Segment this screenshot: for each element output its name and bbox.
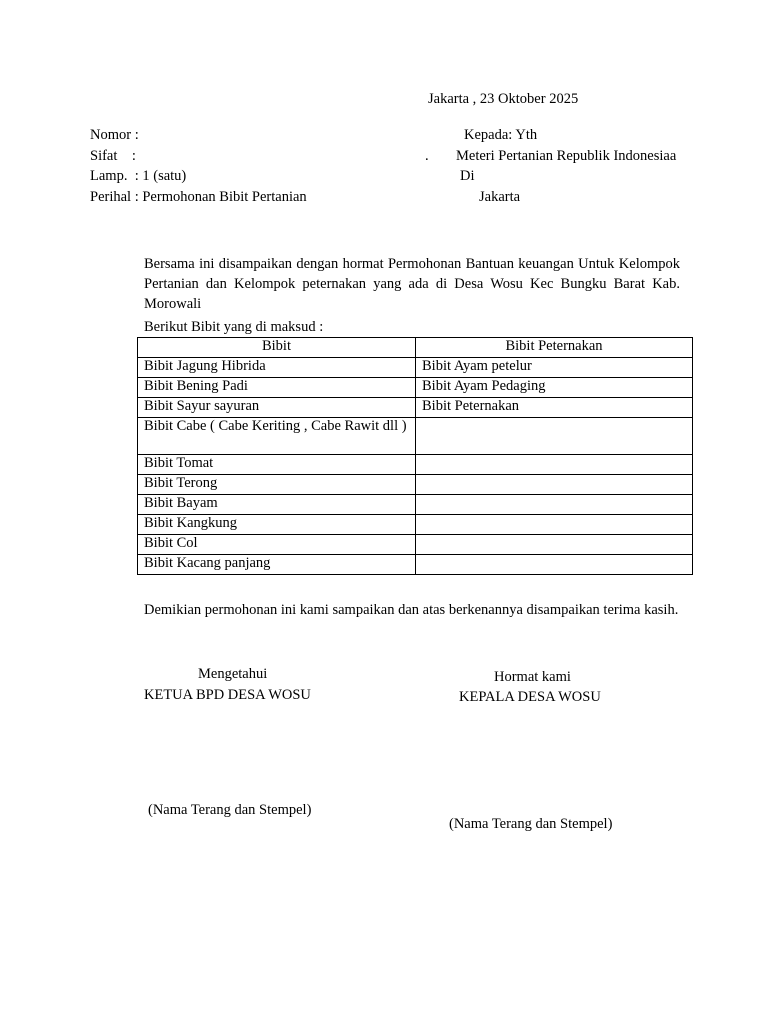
- table-cell: [416, 535, 693, 555]
- recipient-city: Jakarta: [479, 189, 521, 205]
- table-row: [138, 555, 693, 575]
- table-row: [138, 515, 693, 535]
- table-cell: [416, 555, 693, 575]
- table-row: [138, 455, 693, 475]
- signature-left-role: KETUA BPD DESA WOSU: [144, 687, 311, 703]
- table-cell: [416, 455, 693, 475]
- meta-label: Perihal :: [90, 189, 139, 205]
- table-cell: [416, 418, 693, 455]
- signature-left-title: Mengetahui: [198, 666, 268, 682]
- meta-nomor: [90, 126, 139, 144]
- table-cell: Bibit Ayam Pedaging: [416, 378, 693, 398]
- signature-right-title: Hormat kami: [494, 669, 571, 685]
- table-row: [138, 475, 693, 495]
- closing-paragraph: Demikian permohonan ini kami sampaikan dan atas berkenannya disampaikan terima kasih.: [144, 602, 679, 618]
- recipient-dot: .: [425, 148, 429, 164]
- meta-perihal: [90, 188, 307, 206]
- table-cell: Bibit Sayur sayuran: [138, 398, 416, 418]
- table-row: [138, 378, 693, 398]
- table-cell: Bibit Peternakan: [416, 398, 693, 418]
- bibit-table: [137, 337, 693, 575]
- table-cell: Bibit Jagung Hibrida: [138, 358, 416, 378]
- meta-sifat: [90, 147, 136, 165]
- meta-label: Sifat :: [90, 148, 136, 164]
- table-header-peternakan: Bibit Peternakan: [416, 338, 693, 358]
- table-header-row: [138, 338, 693, 358]
- table-cell: Bibit Bayam: [138, 495, 416, 515]
- meta-label: Nomor :: [90, 127, 139, 143]
- recipient-to: Kepada: Yth: [464, 127, 538, 143]
- table-cell: Bibit Col: [138, 535, 416, 555]
- signature-right-name: (Nama Terang dan Stempel): [449, 816, 613, 832]
- recipient-name: Meteri Pertanian Republik Indonesiaa: [456, 148, 677, 164]
- place-date: Jakarta , 23 Oktober 2025: [428, 91, 579, 107]
- table-cell: Bibit Kangkung: [138, 515, 416, 535]
- intro-paragraph: Bersama ini disampaikan dengan hormat Permohonan Bantuan keuangan Untuk Kelompok Pertanian dan Kelompok peternakan yang ada di Desa Wosu Kec Bungku Barat Kab. Morowali: [144, 256, 680, 312]
- table-cell: [416, 515, 693, 535]
- table-cell: Bibit Ayam petelur: [416, 358, 693, 378]
- table-cell: Bibit Tomat: [138, 455, 416, 475]
- table-cell: Bibit Cabe ( Cabe Keriting , Cabe Rawit dll ): [138, 418, 416, 455]
- table-cell: Bibit Kacang panjang: [138, 555, 416, 575]
- meta-lamp: [90, 167, 186, 185]
- meta-value: Permohonan Bibit Pertanian: [142, 189, 307, 205]
- list-intro: Berikut Bibit yang di maksud :: [144, 319, 324, 335]
- signature-right-role: KEPALA DESA WOSU: [459, 689, 601, 705]
- meta-label: Lamp. :: [90, 168, 139, 184]
- recipient-di: Di: [460, 168, 475, 184]
- signature-left-name: (Nama Terang dan Stempel): [148, 802, 312, 818]
- table-row: [138, 358, 693, 378]
- table-row: [138, 418, 693, 455]
- table-cell: [416, 475, 693, 495]
- table-cell: [416, 495, 693, 515]
- table-row: [138, 495, 693, 515]
- table-row: [138, 535, 693, 555]
- table-row: [138, 398, 693, 418]
- table-cell: Bibit Bening Padi: [138, 378, 416, 398]
- meta-value: 1 (satu): [142, 168, 187, 184]
- table-header-bibit: Bibit: [138, 338, 416, 358]
- table-cell: Bibit Terong: [138, 475, 416, 495]
